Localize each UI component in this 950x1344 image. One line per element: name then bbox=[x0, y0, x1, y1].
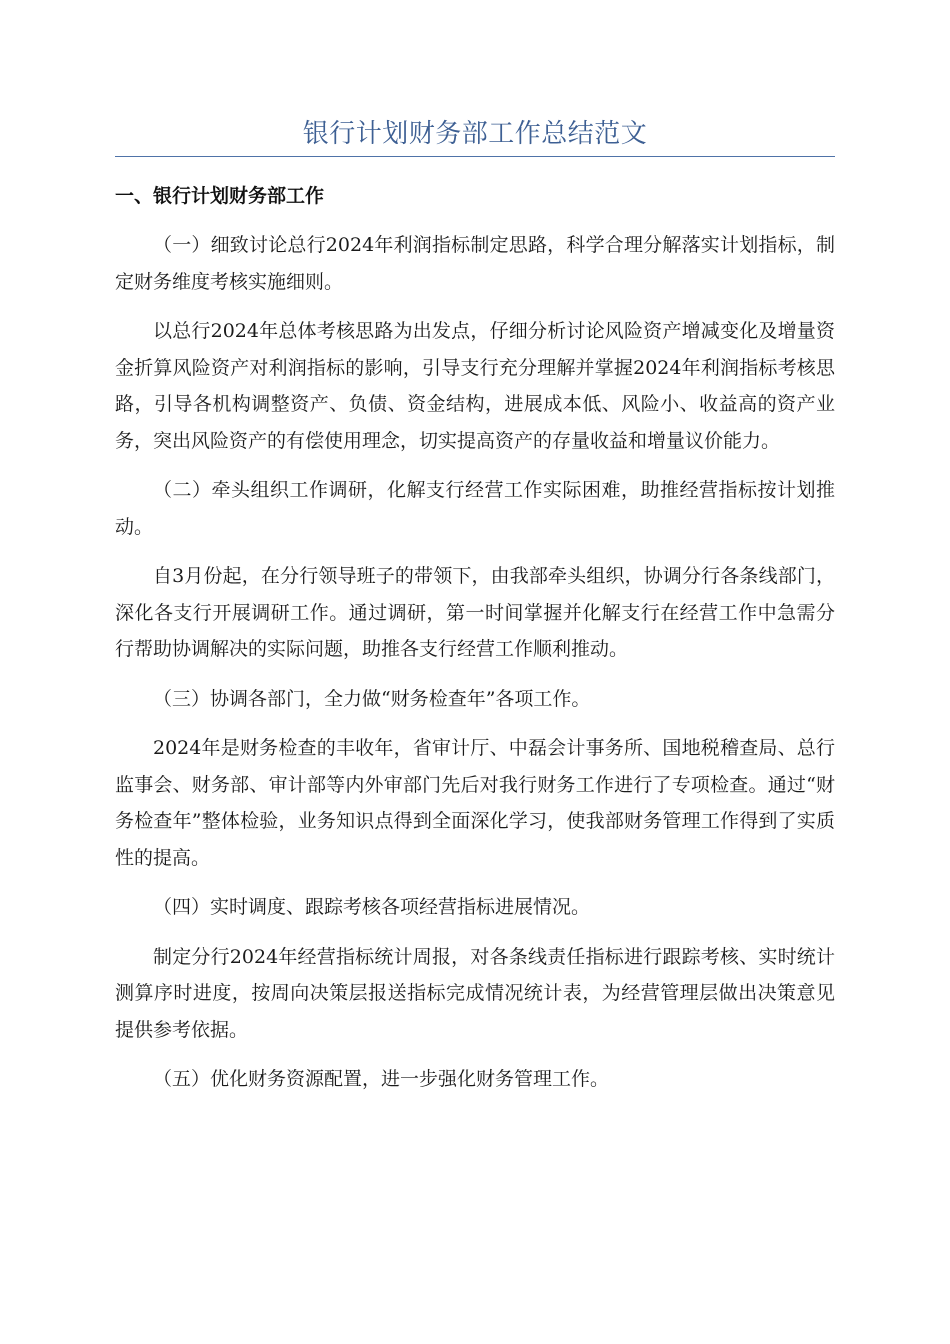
paragraph-subheading-5: （五）优化财务资源配置，进一步强化财务管理工作。 bbox=[153, 1068, 610, 1090]
paragraph-subheading-4: （四）实时调度、跟踪考核各项经营指标进展情况。 bbox=[153, 896, 591, 918]
paragraph-subheading-1: （一）细致讨论总行2024年利润指标制定思路，科学合理分解落实计划指标，制定财务维度考核实施细则。 bbox=[115, 234, 835, 293]
paragraph-subheading-3: （三）协调各部门，全力做“财务检查年”各项工作。 bbox=[153, 687, 591, 710]
paragraph-subheading-2: （二）牵头组织工作调研，化解支行经营工作实际困难，助推经营指标按计划推动。 bbox=[115, 479, 835, 538]
section-heading: 一、银行计划财务部工作 bbox=[115, 185, 325, 207]
paragraph-body-1: 以总行2024年总体考核思路为出发点，仔细分析讨论风险资产增减变化及增量资金折算风险资产对利润指标的影响，引导支行充分理解并掌握2024年利润指标考核思路，引导各机构调整资产、负债、资金结构，进展成本低、风险小、收益高的资产业务，突出风险资产的有偿使用理念，切实提高资产的存量收益和增量议价能力。 bbox=[115, 320, 835, 452]
paragraph-body-3: 2024年是财务检查的丰收年，省审计厅、中磊会计事务所、国地税稽查局、总行监事会、财务部、审计部等内外审部门先后对我行财务工作进行了专项检查。通过“财务检查年”整体检验，业务知识点得到全面深化学习，使我部财务管理工作得到了实质性的提高。 bbox=[115, 737, 835, 869]
document-page bbox=[115, 112, 835, 1098]
document-title: 银行计划财务部工作总结范文 bbox=[302, 119, 648, 149]
paragraph-body-2: 自3月份起，在分行领导班子的带领下，由我部牵头组织，协调分行各条线部门，深化各支行开展调研工作。通过调研，第一时间掌握并化解支行在经营工作中急需分行帮助协调解决的实际问题，助推各支行经营工作顺利推动。 bbox=[115, 565, 835, 660]
title-underline bbox=[115, 156, 835, 157]
paragraph-body-4: 制定分行2024年经营指标统计周报，对各条线责任指标进行跟踪考核、实时统计测算序时进度，按周向决策层报送指标完成情况统计表，为经营管理层做出决策意见提供参考依据。 bbox=[115, 945, 835, 1041]
